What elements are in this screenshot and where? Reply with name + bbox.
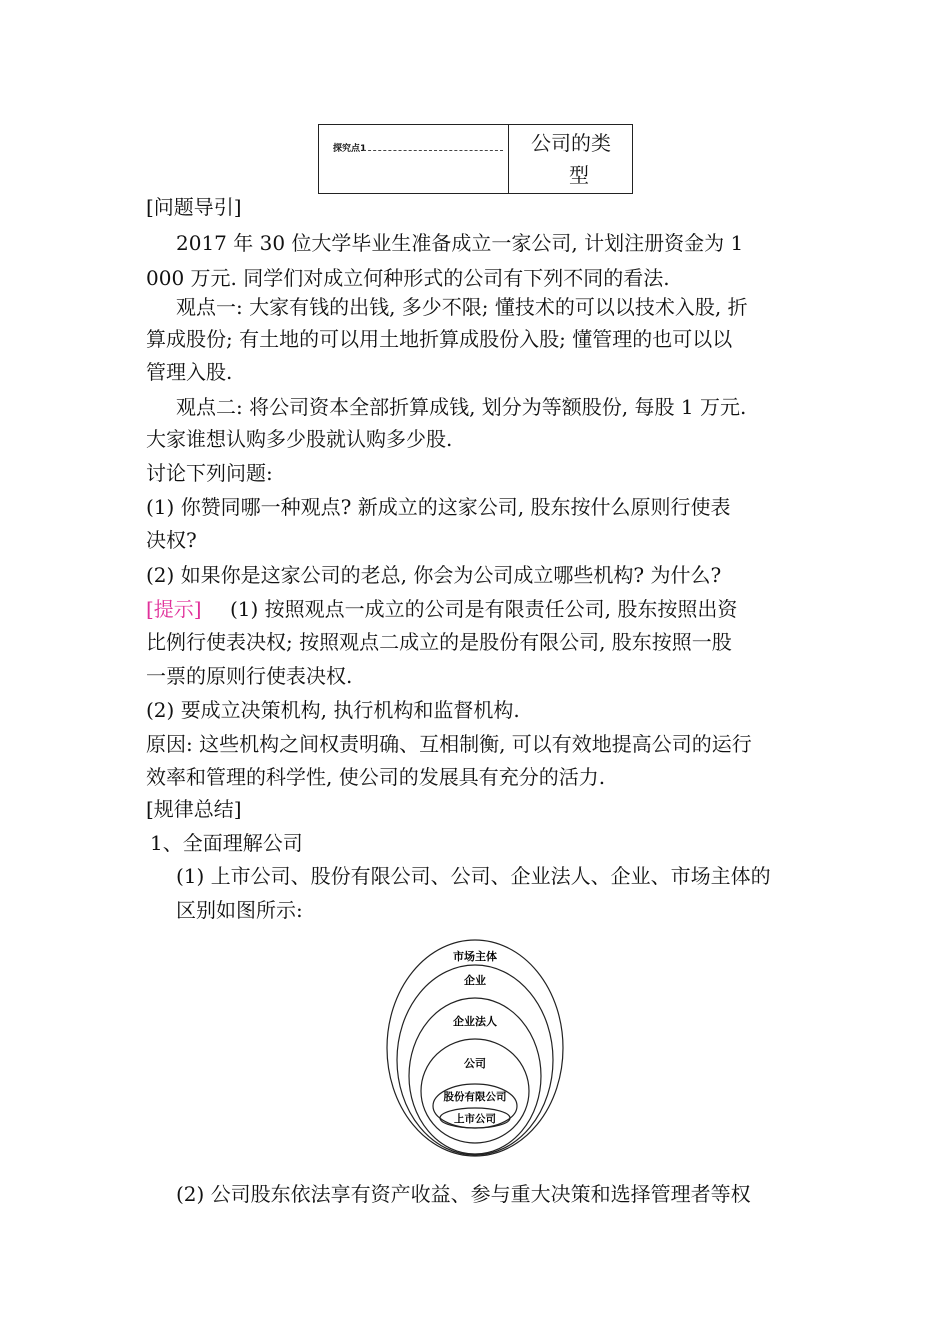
hint-text: (1) 按照观点一成立的公司是有限责任公司, 股东按照出资 (229, 597, 738, 621)
paragraph-line: 一票的原则行使表决权. (146, 664, 353, 688)
paragraph-line: 观点一: 大家有钱的出钱, 多少不限; 懂技术的可以以技术入股, 折 (176, 295, 748, 319)
section-heading-summary: [规律总结] (146, 797, 242, 821)
hint-label: [提示] (146, 597, 202, 621)
paragraph-line: 决权? (146, 528, 197, 552)
topic-header-table (318, 124, 633, 194)
paragraph-line: 原因: 这些机构之间权责明确、互相制衡, 可以有效地提高公司的运行 (146, 732, 752, 756)
label-company: 公司 (464, 1057, 486, 1070)
paragraph-line: 效率和管理的科学性, 使公司的发展具有充分的活力. (146, 765, 606, 789)
paragraph-line: (2) 公司股东依法享有资产收益、参与重大决策和选择管理者等权 (176, 1182, 751, 1206)
tag-underline (363, 150, 503, 151)
nested-ellipse-diagram (385, 938, 565, 1158)
section-heading-question: [问题导引] (146, 195, 242, 219)
label-market-entity: 市场主体 (453, 950, 497, 963)
paragraph-line: 算成股份; 有土地的可以用土地折算成股份入股; 懂管理的也可以以 (146, 327, 733, 351)
hint-line (146, 595, 737, 623)
paragraph-line: (2) 如果你是这家公司的老总, 你会为公司成立哪些机构? 为什么? (146, 563, 722, 587)
label-enterprise: 企业 (464, 974, 486, 987)
topic-title-line1: 公司的类 (531, 131, 611, 155)
paragraph-line: 比例行使表决权; 按照观点二成立的是股份有限公司, 股东按照一股 (146, 630, 732, 654)
topic-title-line2: 型 (569, 163, 589, 187)
paragraph-line: 管理入股. (146, 360, 233, 384)
paragraph-line: (1) 你赞同哪一种观点? 新成立的这家公司, 股东按什么原则行使表 (146, 495, 731, 519)
topic-title-cell (509, 125, 633, 193)
paragraph-line: 2017 年 30 位大学毕业生准备成立一家公司, 计划注册资金为 1 (176, 231, 744, 255)
paragraph-line: 观点二: 将公司资本全部折算成钱, 划分为等额股份, 每股 1 万元. (176, 395, 747, 419)
paragraph-line: (2) 要成立决策机构, 执行机构和监督机构. (146, 698, 520, 722)
paragraph-line: (1) 上市公司、股份有限公司、公司、企业法人、企业、市场主体的 (176, 864, 771, 888)
topic-tag-cell (319, 125, 509, 193)
paragraph-line: 大家谁想认购多少股就认购多少股. (146, 427, 453, 451)
label-enterprise-legal-person: 企业法人 (453, 1015, 497, 1028)
label-joint-stock-company: 股份有限公司 (443, 1091, 507, 1103)
topic-tag: 探究点1 (333, 144, 367, 154)
paragraph-line: 区别如图所示: (176, 898, 303, 922)
subheading: 1、全面理解公司 (150, 831, 303, 855)
label-listed-company: 上市公司 (454, 1113, 496, 1125)
paragraph-line: 讨论下列问题: (146, 461, 273, 485)
paragraph-line: 000 万元. 同学们对成立何种形式的公司有下列不同的看法. (146, 266, 670, 290)
